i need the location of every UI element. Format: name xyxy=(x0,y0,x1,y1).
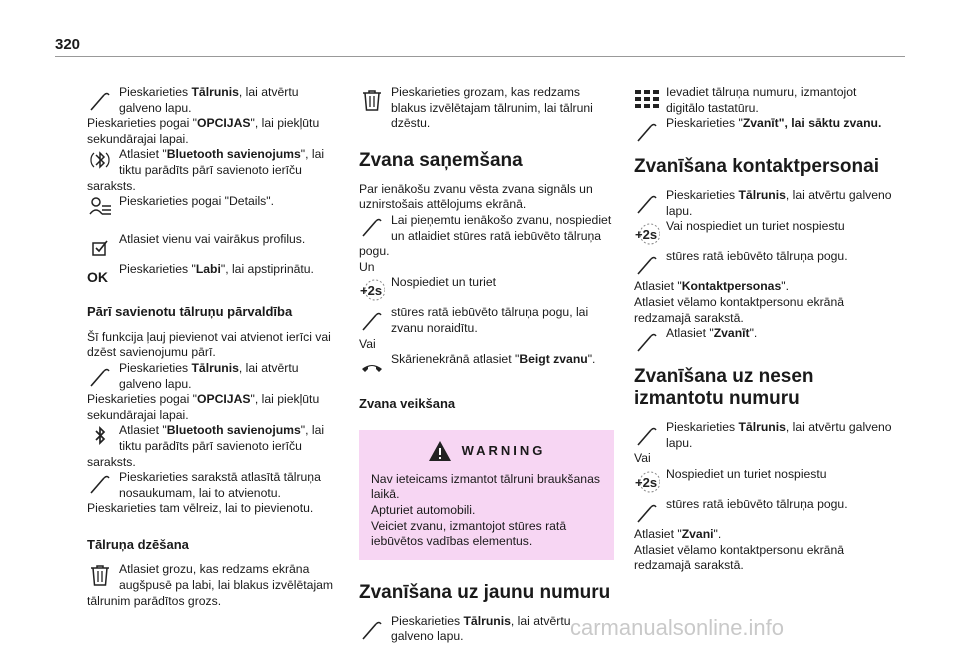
step-delete-phone: Pieskarieties grozam, kas redzams blakus izvēlētajam tālrunim, lai tālruni dzēstu. xyxy=(359,85,614,132)
heading-call-contact: Zvanīšana kontaktpersonai xyxy=(634,156,879,178)
reconnect-para: Pieskarieties tam vēlreiz, lai to pievienotu. xyxy=(87,501,314,516)
and-label: Un xyxy=(359,259,375,274)
step-touch-telephone-5: Pieskarieties Tālrunis, lai atvērtu galveno lapu. xyxy=(634,420,896,451)
step-touch-telephone-2: Pieskarieties Tālrunis, lai atvērtu galveno lapu. xyxy=(87,361,342,392)
watermark: carmanualsonline.info xyxy=(570,615,785,640)
step-select-call: Atlasiet "Zvanīt". xyxy=(634,326,896,348)
finger-tap-icon xyxy=(634,118,660,144)
step-call: Pieskarieties "Zvanīt", lai sāktu zvanu. xyxy=(634,116,896,138)
heading-paired-phones: Pārī savienotu tālruņu pārvaldība xyxy=(87,304,293,320)
step-hold-2: +2s Vai nospiediet un turiet nospiestu xyxy=(634,219,896,241)
step-disconnect: Pieskarieties sarakstā atlasītā tālruņa nosaukumam, lai to atvienotu. xyxy=(87,470,342,501)
column-3 xyxy=(634,85,896,574)
warning-triangle-icon xyxy=(428,440,452,462)
step-end-call: Skārienekrānā atlasiet "Beigt zvanu". xyxy=(359,352,614,374)
step-bluetooth: Atlasiet "Bluetooth savienojums", lai tiktu parādīts pārī savienoto ierīču saraksts. xyxy=(87,147,325,193)
finger-tap-icon xyxy=(359,213,389,243)
page-number: 320 xyxy=(55,36,81,53)
heading-receive-call: Zvana saņemšana xyxy=(359,149,523,171)
column-2 xyxy=(359,85,614,645)
step-hold: +2s Nospiediet un turiet xyxy=(359,275,614,297)
keypad-icon xyxy=(634,87,660,113)
heading-delete-phone: Tālruņa dzēšana xyxy=(87,536,189,552)
receive-intro: Par ienākošu zvanu vēsta zvana signāls un uznirstošais attēlojums ekrānā. xyxy=(359,181,593,212)
step-trash: Atlasiet grozu, kas redzams ekrāna augšpusē pa labi, lai blakus izvēlētajam tālrunim parādītos grozs. xyxy=(87,562,334,608)
warning-header xyxy=(371,438,602,464)
press-hold-2s-icon xyxy=(634,469,660,495)
select-contact-para: Atlasiet vēlamo kontaktpersonu ekrānā redzamajā sarakstā. xyxy=(634,294,845,325)
select-contact-para-2: Atlasiet vēlamo kontaktpersonu ekrānā redzamajā sarakstā. xyxy=(634,542,845,573)
finger-tap-icon xyxy=(634,422,660,448)
or-label: Vai xyxy=(359,336,376,351)
paired-intro: Šī funkcija ļauj pievienot vai atvienot ierīci vai dzēst savienojumu pārī. xyxy=(87,329,331,360)
finger-tap-icon xyxy=(87,87,113,113)
finger-tap-icon xyxy=(634,190,660,216)
trash-icon xyxy=(87,562,117,592)
finger-tap-icon xyxy=(359,307,385,333)
select-calls-para: Atlasiet "Zvani". xyxy=(634,526,722,541)
finger-tap-icon xyxy=(634,251,660,277)
finger-tap-icon xyxy=(87,363,113,389)
step-touch-telephone-3: Pieskarieties Tālrunis, lai atvērtu galveno lapu. xyxy=(359,614,614,645)
finger-tap-icon xyxy=(634,328,660,354)
step-hold-3: +2s Nospiediet un turiet nospiestu xyxy=(634,467,896,489)
step-accept-call: Lai pieņemtu ienākošo zvanu, nospiediet un atlaidiet stūres ratā iebūvēto tālruņa pogu. xyxy=(359,212,612,259)
step-details: Pieskarieties pogai "Details". xyxy=(87,194,342,224)
finger-tap-icon xyxy=(359,616,385,642)
svg-text:+2s: +2s xyxy=(360,283,383,299)
step-steering-button-2: stūres ratā iebūvēto tālruņa pogu. xyxy=(634,497,896,519)
step-keypad: Ievadiet tālruņa numuru, izmantojot digitālo tastatūru. xyxy=(634,85,896,116)
step-steering-button: stūres ratā iebūvēto tālruņa pogu. xyxy=(634,249,896,271)
press-hold-2s-icon xyxy=(359,277,385,303)
finger-tap-icon xyxy=(87,470,117,500)
column-1 xyxy=(87,85,342,609)
heading-recent-number: Zvanīšana uz nesen izmantotu numuru xyxy=(634,366,814,410)
trash-icon xyxy=(359,87,385,113)
ok-icon: OK xyxy=(87,269,108,286)
step-reject: stūres ratā iebūvēto tālruņa pogu, lai zvanu noraidītu. xyxy=(359,305,614,336)
finger-tap-icon xyxy=(634,499,660,525)
hang-up-icon xyxy=(359,354,385,380)
step-touch-telephone: Pieskarieties Tālrunis, lai atvērtu galveno lapu. xyxy=(87,85,342,116)
bluetooth-icon xyxy=(87,423,117,453)
step-touch-telephone-4: Pieskarieties Tālrunis, lai atvērtu galveno lapu. xyxy=(634,188,896,219)
heading-new-number: Zvanīšana uz jaunu numuru xyxy=(359,581,611,603)
press-hold-2s-icon xyxy=(634,221,660,247)
header-rule xyxy=(55,56,905,57)
select-contacts-para: Atlasiet "Kontaktpersonas". xyxy=(634,279,789,294)
heading-make-call: Zvana veikšana xyxy=(359,396,456,412)
step-bluetooth-2: Atlasiet "Bluetooth savienojums", lai tiktu parādīts pārī savienoto ierīču saraksts. xyxy=(87,423,325,469)
or-label-2: Vai xyxy=(634,451,651,466)
warning-text: Nav ieteicams izmantot tālruni braukšanas laikā. Apturiet automobili. Veiciet zvanu, izmantojot stūres ratā iebūvētos vadības elementus. xyxy=(371,471,600,549)
warning-box xyxy=(359,430,614,560)
options-para-2: Pieskarieties pogai "OPCIJAS", lai piekļūtu sekundārajai lapai. xyxy=(87,392,320,422)
svg-text:+2s: +2s xyxy=(635,227,658,243)
options-para: Pieskarieties pogai "OPCIJAS", lai piekļūtu sekundārajai lapai. xyxy=(87,116,320,146)
bluetooth-scan-icon xyxy=(87,147,117,177)
checkbox-icon xyxy=(87,234,113,260)
step-profiles: Atlasiet vienu vai vairākus profilus. xyxy=(87,232,342,254)
step-ok: OK Pieskarieties "Labi", lai apstiprinātu. xyxy=(87,262,342,284)
warning-title: WARNING xyxy=(461,442,546,458)
svg-text:+2s: +2s xyxy=(635,474,658,490)
details-list-icon xyxy=(87,194,117,224)
